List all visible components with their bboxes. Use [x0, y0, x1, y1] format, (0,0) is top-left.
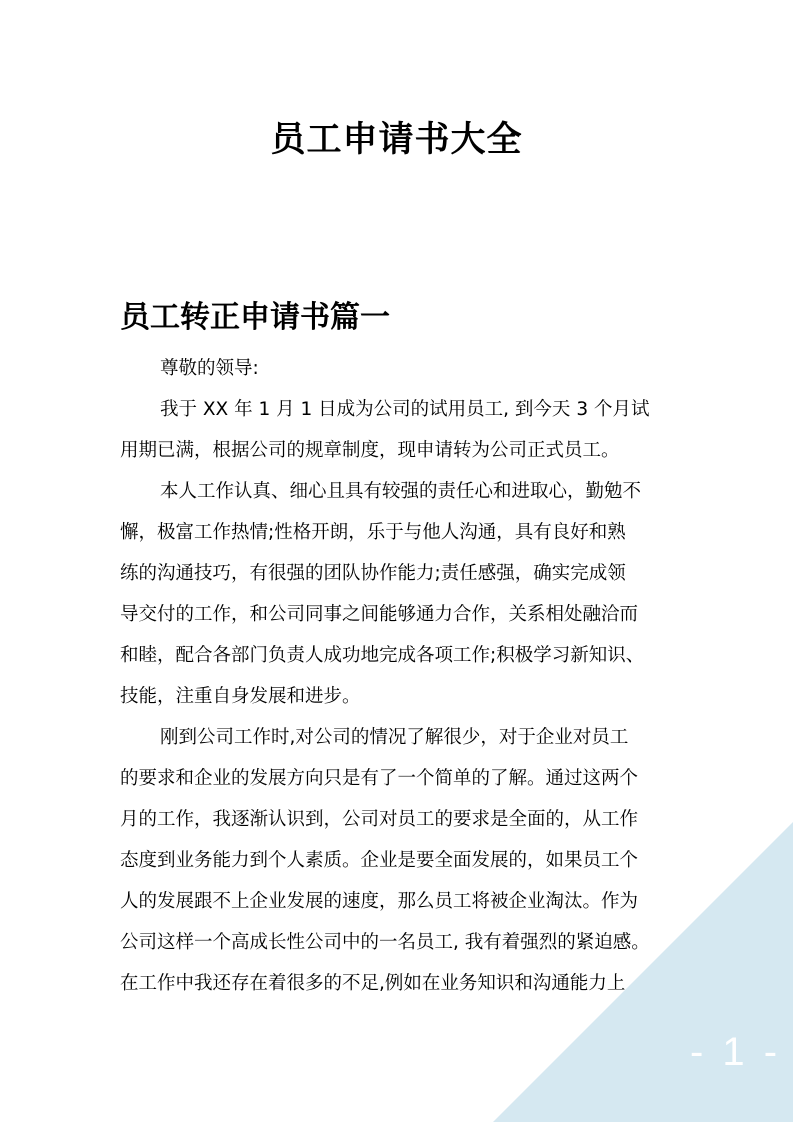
paragraph-first-line: 我于 XX 年 1 月 1 日成为公司的试用员工, 到今天 3 个月试 — [160, 399, 650, 420]
paragraph-line: 的要求和企业的发展方向只是有了一个简单的了解。通过这两个 — [120, 768, 639, 789]
paragraph-first-line: 刚到公司工作时,对公司的情况了解很少，对于企业对员工 — [160, 727, 629, 748]
section-heading: 员工转正申请书篇一 — [120, 300, 390, 335]
paragraph-line: 态度到业务能力到个人素质。企业是要全面发展的，如果员工个 — [120, 850, 639, 871]
paragraph-first-line: 尊敬的领导: — [160, 358, 259, 379]
paragraph-line: 公司这样一个高成长性公司中的一名员工, 我有着强烈的紧迫感。 — [120, 932, 650, 953]
document-title: 员工申请书大全 — [270, 120, 523, 160]
paragraph-line: 懈，极富工作热情;性格开朗，乐于与他人沟通，具有良好和熟 — [120, 522, 626, 543]
page-number: - 1 - — [690, 1030, 782, 1074]
paragraph-line: 技能，注重自身发展和进步。 — [120, 686, 361, 707]
paragraph-first-line: 本人工作认真、细心且具有较强的责任心和进取心，勤勉不 — [160, 481, 642, 502]
paragraph-line: 练的沟通技巧，有很强的团队协作能力;责任感强，确实完成领 — [120, 563, 626, 584]
paragraph-line: 用期已满，根据公司的规章制度，现申请转为公司正式员工。 — [120, 440, 620, 461]
paragraph-line: 和睦，配合各部门负责人成功地完成各项工作;积极学习新知识、 — [120, 645, 645, 666]
paragraph-line: 月的工作，我逐渐认识到，公司对员工的要求是全面的，从工作 — [120, 809, 639, 830]
paragraph-line: 导交付的工作，和公司同事之间能够通力合作，关系相处融洽而 — [120, 604, 639, 625]
paragraph-line: 人的发展跟不上企业发展的速度，那么员工将被企业淘汰。作为 — [120, 891, 639, 912]
paragraph-line: 在工作中我还存在着很多的不足,例如在业务知识和沟通能力上 — [120, 973, 626, 994]
